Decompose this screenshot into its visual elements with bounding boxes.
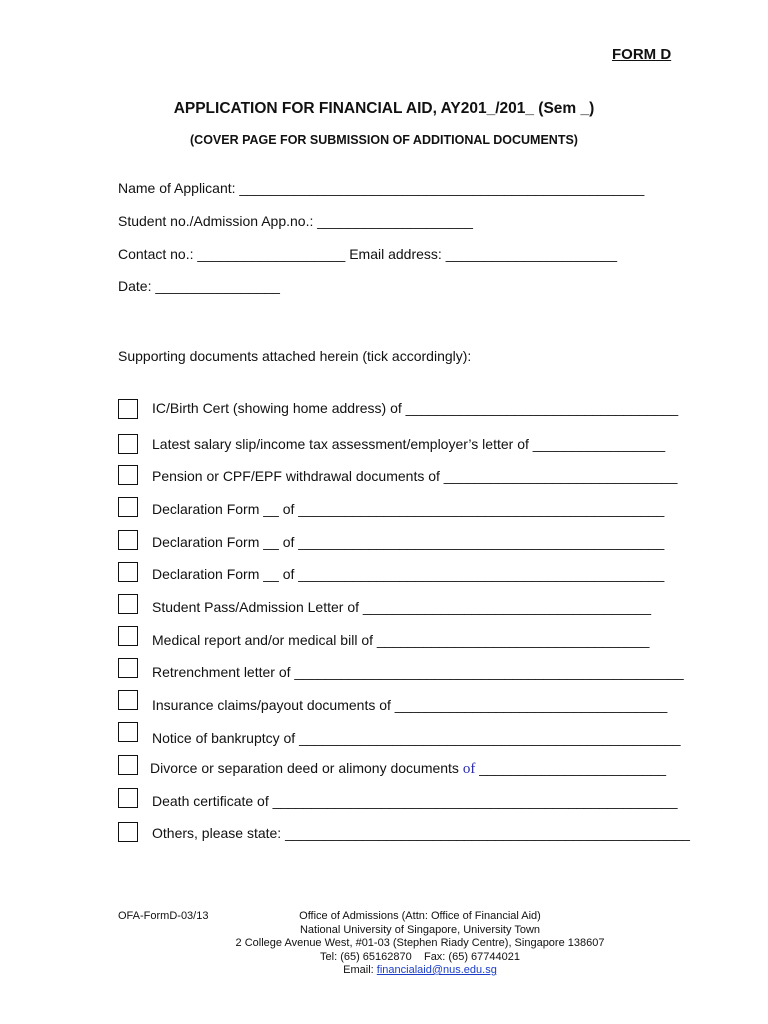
student-no-field[interactable]: Student no./Admission App.no.: ____________________: [118, 213, 473, 229]
checkbox[interactable]: [118, 497, 138, 517]
document-label: Notice of bankruptcy of _________________________________________________: [152, 730, 681, 746]
document-label: Pension or CPF/EPF withdrawal documents of ______________________________: [152, 468, 678, 484]
address-line: Office of Admissions (Attn: Office of Financial Aid): [299, 910, 541, 922]
checkbox[interactable]: [118, 434, 138, 454]
checkbox[interactable]: [118, 755, 138, 775]
checkbox[interactable]: [118, 465, 138, 485]
applicant-name-field[interactable]: Name of Applicant: ____________________________________________________: [118, 180, 645, 196]
document-label: IC/Birth Cert (showing home address) of ___________________________________: [152, 400, 679, 416]
checkbox[interactable]: [118, 690, 138, 710]
date-field[interactable]: Date: ________________: [118, 278, 280, 294]
form-code: OFA-FormD-03/13: [118, 910, 209, 922]
email-line: [220, 964, 620, 978]
contact-line: Tel: (65) 65162870 Fax: (65) 67744021: [320, 950, 520, 963]
checkbox[interactable]: [118, 722, 138, 742]
document-label-text: Divorce or separation deed or alimony documents: [150, 760, 463, 776]
document-label: Declaration Form __ of _______________________________________________: [152, 534, 665, 550]
document-label: Latest salary slip/income tax assessment/employer’s letter of _________________: [152, 436, 666, 452]
form-subtitle: (COVER PAGE FOR SUBMISSION OF ADDITIONAL DOCUMENTS): [190, 133, 578, 147]
document-label-of: of: [462, 761, 476, 777]
address-line: 2 College Avenue West, #01-03 (Stephen Riady Centre), Singapore 138607: [235, 937, 605, 949]
checkbox[interactable]: [118, 626, 138, 646]
document-label: Death certificate of ____________________________________________________: [152, 793, 678, 809]
documents-heading: Supporting documents attached herein (tick accordingly):: [118, 348, 472, 364]
office-address: [220, 910, 620, 978]
checkbox[interactable]: [118, 530, 138, 550]
checkbox[interactable]: [118, 822, 138, 842]
checkbox[interactable]: [118, 399, 138, 419]
checkbox[interactable]: [118, 788, 138, 808]
document-label: Retrenchment letter of __________________________________________________: [152, 664, 684, 680]
form-title: APPLICATION FOR FINANCIAL AID, AY201_/201_ (Sem _): [173, 100, 595, 117]
document-label: Insurance claims/payout documents of ___________________________________: [152, 697, 668, 713]
document-label-blank: ________________________: [475, 760, 667, 776]
checkbox[interactable]: [118, 594, 138, 614]
document-label: Others, please state: ____________________________________________________: [152, 825, 690, 841]
address-line: National University of Singapore, University Town: [299, 923, 541, 936]
document-label: [150, 760, 666, 778]
document-label: Declaration Form __ of _______________________________________________: [152, 501, 665, 517]
checkbox[interactable]: [118, 658, 138, 678]
document-label: Declaration Form __ of _______________________________________________: [152, 566, 665, 582]
checkbox[interactable]: [118, 562, 138, 582]
email-link[interactable]: financialaid@nus.edu.sg: [376, 964, 497, 976]
form-id: FORM D: [612, 46, 672, 63]
contact-email-field[interactable]: Contact no.: ___________________ Email address: ______________________: [118, 246, 617, 262]
document-label: Student Pass/Admission Letter of _____________________________________: [152, 599, 651, 615]
email-label: Email:: [343, 964, 377, 976]
document-label: Medical report and/or medical bill of ___________________________________: [152, 632, 650, 648]
